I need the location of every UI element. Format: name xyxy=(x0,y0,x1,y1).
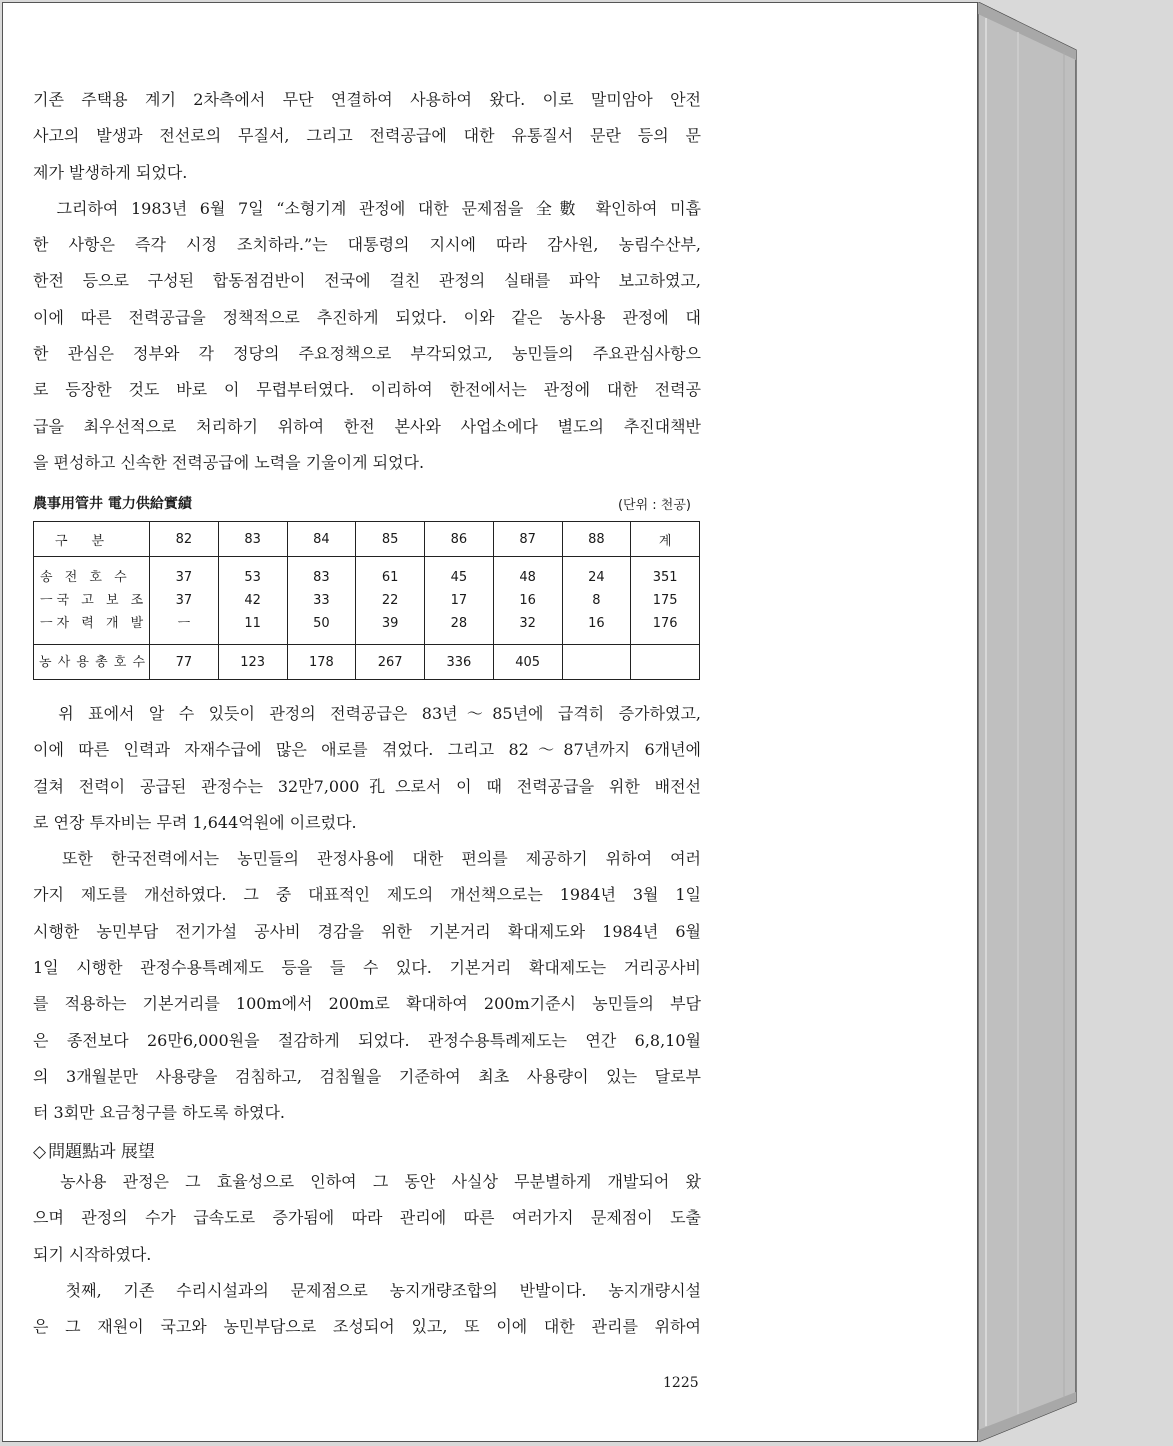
section-heading xyxy=(33,1137,155,1167)
text-line: 시행한 농민부담 전기가설 공사비 경감을 위한 기본거리 확대제도와 1984년 6월 xyxy=(33,921,701,941)
text-line: 가지 제도를 개선하였다. 그 중 대표적인 제도의 개선책으로는 1984년 3월 1일 xyxy=(33,885,701,905)
cell-value: 50 xyxy=(313,616,330,631)
table-cell xyxy=(150,557,219,645)
cell-value: 42 xyxy=(244,593,261,608)
paragraph-group-middle xyxy=(33,701,701,1137)
paragraph-group-bottom xyxy=(33,1169,701,1350)
row-label-cell xyxy=(34,557,150,645)
cell-value: 16 xyxy=(519,593,536,608)
header-label-cell xyxy=(34,522,150,557)
cell-value: 39 xyxy=(381,616,399,631)
cell-value: 24 xyxy=(588,570,605,585)
text-line: 또한 한국전력에서는 농민들의 관정사용에 대한 편의를 제공하기 위하여 여러 xyxy=(33,849,701,869)
table-cell xyxy=(218,557,287,645)
text-line: 한전 등으로 구성된 합동점검반이 전국에 걸친 관정의 실태를 파악 보고하였고, xyxy=(33,271,701,291)
table-unit: (단위 : 천공) xyxy=(617,498,691,513)
table-title: 農事用管井 電力供給實績 xyxy=(33,496,192,512)
cell-value: 37 xyxy=(175,570,193,585)
text-line: 기존 주택용 계기 2차측에서 무단 연결하여 사용하여 왔다. 이로 말미암아 안전 xyxy=(33,90,701,109)
table-cell xyxy=(493,557,562,645)
text-line: 1일 시행한 관정수용특례제도 등을 들 수 있다. 기본거리 확대제도는 거리공사비 xyxy=(33,958,701,978)
text-line: 터 3회만 요금청구를 하도록 하였다. xyxy=(33,1103,285,1123)
cell-value: 351 xyxy=(652,570,678,585)
cell-value: 176 xyxy=(652,616,678,631)
header-cell: 82 xyxy=(150,522,219,557)
paragraph-2 xyxy=(33,196,701,486)
header-cell: 83 xyxy=(218,522,287,557)
text-line: 을 편성하고 신속한 전력공급에 노력을 기울이게 되었다. xyxy=(33,452,425,472)
row-label: ㅡ국 고 보 조 xyxy=(40,593,148,608)
cell-value: 53 xyxy=(244,570,261,585)
row-label: ㅡ자 력 개 발 xyxy=(40,616,148,631)
text-line: 이에 따른 전력공급을 정책적으로 추진하게 되었다. 이와 같은 농사용 관정에 대 xyxy=(33,307,701,327)
text-line: 이에 따른 인력과 자재수급에 많은 애로를 겪었다. 그리고 82～87년까지 6개년에 xyxy=(33,740,701,760)
cell-value: 61 xyxy=(381,570,399,585)
text-line: 걸쳐 전력이 공급된 관정수는 32만7,000孔으로서 이 때 전력공급을 위한 배전선 xyxy=(33,776,701,796)
cell-value: 48 xyxy=(519,570,536,585)
cell-value: 175 xyxy=(652,593,678,608)
table-cell xyxy=(631,557,700,645)
page-number: 1225 xyxy=(663,1375,699,1391)
text-line: 위 표에서 알 수 있듯이 관정의 전력공급은 83년～85년에 급격히 증가하였고, xyxy=(33,704,701,723)
supply-table xyxy=(33,521,700,680)
cell-value: 32 xyxy=(519,616,536,631)
cell-value: 22 xyxy=(381,593,399,608)
table-cell: 405 xyxy=(493,645,562,680)
text-line: 급을 최우선적으로 처리하기 위하여 한전 본사와 사업소에다 별도의 추진대책반 xyxy=(33,416,701,436)
table-cell: 178 xyxy=(287,645,356,680)
cell-value: 33 xyxy=(313,593,330,608)
table-cell xyxy=(356,557,425,645)
cell-value: 83 xyxy=(313,570,330,585)
header-cell: 85 xyxy=(356,522,425,557)
section-title: 問題點과 展望 xyxy=(48,1142,155,1162)
paragraph-3 xyxy=(33,701,701,846)
table-cell: 336 xyxy=(425,645,494,680)
text-line: 그리하여 1983년 6월 7일 “소형기계 관정에 대한 문제점을 全數 확인하여 미흡 xyxy=(33,198,701,218)
cell-value: ㅡ xyxy=(177,616,191,631)
book-page xyxy=(2,2,978,1442)
table-cell xyxy=(562,557,631,645)
table-cell xyxy=(562,645,631,680)
cell-value: 28 xyxy=(450,616,468,631)
cell-value: 11 xyxy=(244,616,261,631)
header-cell: 84 xyxy=(287,522,356,557)
table-cell: 77 xyxy=(150,645,219,680)
paragraph-1 xyxy=(33,87,701,196)
cell-value: 37 xyxy=(175,593,193,608)
cell-value: 8 xyxy=(592,593,601,608)
row-label: 송 전 호 수 xyxy=(40,570,131,585)
paragraph-4 xyxy=(33,846,701,1136)
table-row-group xyxy=(34,557,700,645)
header-cell: 계 xyxy=(631,522,700,557)
text-line: 한 관심은 정부와 각 정당의 주요정책으로 부각되었고, 농민들의 주요관심사항으 xyxy=(33,344,701,364)
table-header-row xyxy=(34,522,700,557)
row-label-cell xyxy=(34,645,150,680)
table-heading xyxy=(33,493,701,515)
text-line: 되기 시작하였다. xyxy=(33,1244,152,1264)
text-line: 제가 발생하게 되었다. xyxy=(33,162,188,182)
header-cell: 87 xyxy=(493,522,562,557)
table-cell xyxy=(631,645,700,680)
text-line: 은 그 재원이 국고와 농민부담으로 조성되어 있고, 또 이에 대한 관리를 위하여 xyxy=(33,1317,701,1337)
header-label: 구분 xyxy=(54,533,129,549)
text-line: 으며 관정의 수가 급속도로 증가됨에 따라 관리에 따른 여러가지 문제점이 도출 xyxy=(33,1208,701,1228)
text-line: 은 종전보다 26만6,000원을 절감하게 되었다. 관정수용특례제도는 연간 6,8,10월 xyxy=(33,1030,701,1050)
text-line: 첫째, 기존 수리시설과의 문제점으로 농지개량조합의 반발이다. 농지개량시설 xyxy=(33,1280,701,1300)
paragraph-group-top xyxy=(33,87,701,486)
cell-value: 16 xyxy=(588,616,605,631)
paragraph-6 xyxy=(33,1278,701,1351)
header-cell: 86 xyxy=(425,522,494,557)
table-cell xyxy=(425,557,494,645)
text-line: 로 연장 투자비는 무려 1,644억원에 이르렀다. xyxy=(33,812,357,832)
paragraph-5 xyxy=(33,1169,701,1278)
text-line: 를 적용하는 기본거리를 100m에서 200m로 확대하여 200m기준시 농민들의 부담 xyxy=(33,994,701,1014)
text-line: 로 등장한 것도 바로 이 무렵부터였다. 이리하여 한전에서는 관정에 대한 전력공 xyxy=(33,380,701,400)
page-stack-graphic xyxy=(978,2,1078,1442)
table-cell: 123 xyxy=(218,645,287,680)
table-cell xyxy=(287,557,356,645)
book-edge xyxy=(978,2,1078,1442)
diamond-icon: ◇ xyxy=(33,1142,47,1162)
text-line: 사고의 발생과 전선로의 무질서, 그리고 전력공급에 대한 유통질서 문란 등의 문 xyxy=(33,126,701,146)
table-row-total xyxy=(34,645,700,680)
cell-value: 17 xyxy=(450,593,468,608)
header-cell: 88 xyxy=(562,522,631,557)
text-line: 농사용 관정은 그 효율성으로 인하여 그 동안 사실상 무분별하게 개발되어 왔 xyxy=(33,1172,701,1191)
text-line: 한 사항은 즉각 시정 조치하라.”는 대통령의 지시에 따라 감사원, 농림수산부, xyxy=(33,235,701,255)
text-line: 의 3개월분만 사용량을 검침하고, 검침월을 기준하여 최초 사용량이 있는 달로부 xyxy=(33,1066,701,1086)
cell-value: 45 xyxy=(450,570,468,585)
row-label: 농 사 용 총 호 수 xyxy=(39,654,147,670)
table-cell: 267 xyxy=(356,645,425,680)
